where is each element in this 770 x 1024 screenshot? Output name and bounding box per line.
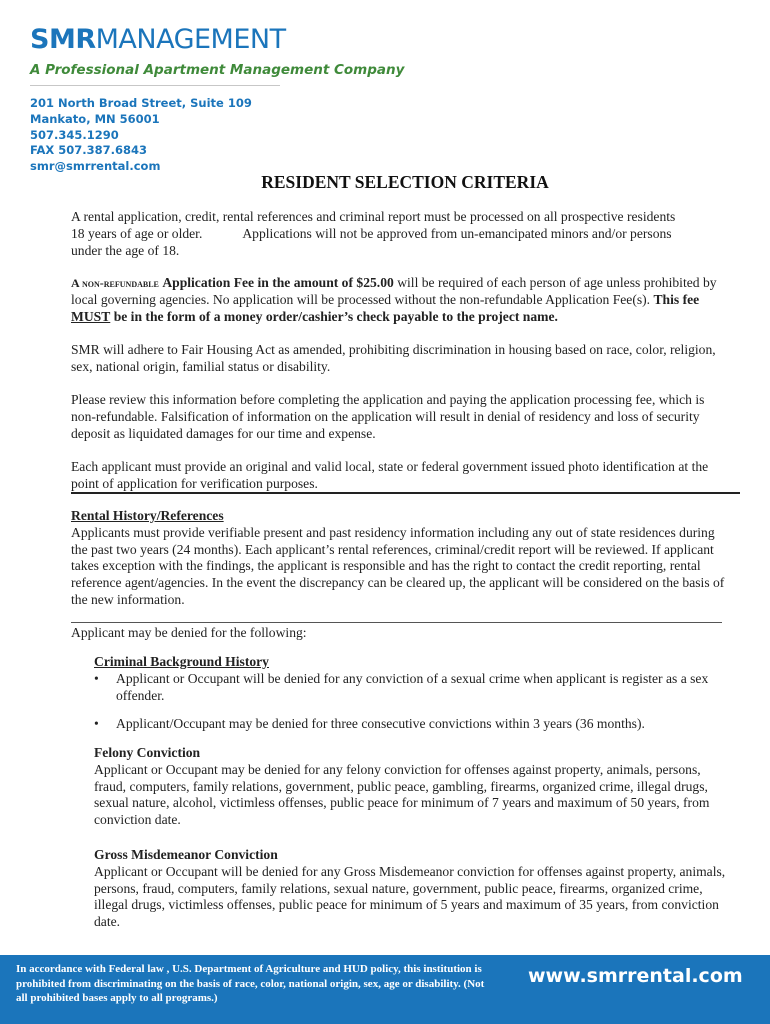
intro-line-1: A rental application, credit, rental references and criminal report must be processed on all prospective residents (71, 209, 676, 224)
logo-rest-text: MANAGEMENT (95, 24, 286, 55)
rental-history-section (71, 508, 731, 609)
bullet-icon: • (94, 716, 99, 732)
fee-must-pre: This fee (653, 291, 700, 307)
address-email: smr@smrrental.com (30, 159, 161, 174)
address-street: 201 North Broad Street, Suite 109 (30, 96, 252, 110)
fee-must: MUST (71, 308, 111, 324)
page-title (0, 172, 770, 193)
fee-must-post: be in the form of a money order/cashier’s check payable to the project name. (113, 308, 558, 324)
section-divider (71, 492, 740, 494)
bullet-icon: • (94, 670, 99, 686)
intro-line-2b: Applications will not be approved from un-emancipated minors and/or persons (242, 225, 672, 241)
felony-heading: Felony Conviction (94, 745, 201, 760)
address-city: Mankato, MN 56001 (30, 111, 160, 126)
gross-misdemeanor-body: Applicant or Occupant will be denied for any Gross Misdemeanor conviction for offenses against property, animals, persons, fraud, computers, family relations, sexual nature, government, public peace, firearms, organized crime, illegal drugs, victimless offenses, public peace for minimum of 5 years and maximum of 35 years, from conviction date. (94, 863, 726, 930)
criminal-bullet-text: Applicant/Occupant may be denied for three consecutive convictions within 3 years (36 months). (116, 716, 645, 732)
fee-amount: Application Fee in the amount of $25.00 (162, 275, 394, 290)
criminal-bullet (94, 716, 730, 733)
gross-misdemeanor-section (94, 847, 730, 931)
intro-paragraph (71, 209, 731, 259)
criminal-heading: Criminal Background History (94, 654, 269, 669)
company-address (30, 96, 252, 175)
criminal-bullet (94, 671, 730, 705)
rental-history-heading: Rental History/References (71, 508, 224, 523)
intro-line-3: under the age of 18. (71, 242, 180, 258)
header-divider (30, 85, 280, 86)
logo-bold-text: SMR (30, 24, 96, 55)
fair-housing-paragraph: SMR will adhere to Fair Housing Act as amended, prohibiting discrimination in housing based on race, color, religion, sex, national origin, familial status or disability. (71, 342, 716, 374)
fee-nonrefundable-label: A non-refundable (71, 276, 159, 290)
review-paragraph: Please review this information before completing the application and paying the application processing fee, which is non-refundable. Falsification of information on the application will result in denial of residency and loss of security deposit as liquidated damages for our time and expense. (71, 392, 705, 441)
address-phone: 507.345.1290 (30, 127, 119, 142)
rental-history-body: Applicants must provide verifiable present and past residency information including any out of state residences during the past two years (24 months). Each applicant’s rental references, criminal/credit report will be reviewed. If applicant takes exception with the findings, the applicant is responsible and has the right to contact the credit reporting, rental reference agent/agencies. In the event the discrepancy can be cleared up, the applicant will be considered on the basis of the new information. (71, 524, 725, 607)
criminal-bullet-text: Applicant or Occupant will be denied for any conviction of a sexual crime when applicant is register as a sex offender. (116, 670, 709, 703)
intro-line-2a: 18 years of age or older. (71, 225, 203, 241)
felony-section (94, 745, 730, 829)
footer-notice: In accordance with Federal law , U.S. Department of Agriculture and HUD policy, this institution is prohibited from discriminating on the basis of race, color, national origin, sex, age or disability. (Not all prohibited bases apply to all programs.) (16, 963, 485, 1004)
company-tagline: A Professional Apartment Management Company (30, 62, 405, 78)
company-logo (30, 24, 286, 56)
felony-body: Applicant or Occupant may be denied for any felony conviction for offenses against property, animals, persons, fraud, computers, family relations, government, public peace, gambling, firearms, organized crime, illegal drugs, sexual nature, alcohol, victimless offenses, public peace for minimum of 7 years and maximum of 50 years, from conviction date. (94, 761, 710, 828)
page-title-text: RESIDENT SELECTION CRITERIA (261, 172, 549, 192)
intro-line-2 (71, 226, 731, 243)
rental-history-divider (71, 622, 722, 623)
fee-description: will be required of each person of age unless prohibited by local governing agencies. No application will be processed without the non-refundable Application Fee(s). (71, 275, 717, 307)
id-requirement-paragraph: Each applicant must provide an original and valid local, state or federal government issued photo identification at the point of application for verification purposes. (71, 459, 709, 491)
criminal-section (94, 654, 730, 733)
address-fax: FAX 507.387.6843 (30, 143, 148, 158)
fee-paragraph (71, 275, 731, 325)
gross-misdemeanor-heading: Gross Misdemeanor Conviction (94, 847, 278, 862)
denied-intro: Applicant may be denied for the following: (71, 625, 307, 640)
footer-website-link[interactable]: www.smrrental.com (528, 965, 743, 987)
